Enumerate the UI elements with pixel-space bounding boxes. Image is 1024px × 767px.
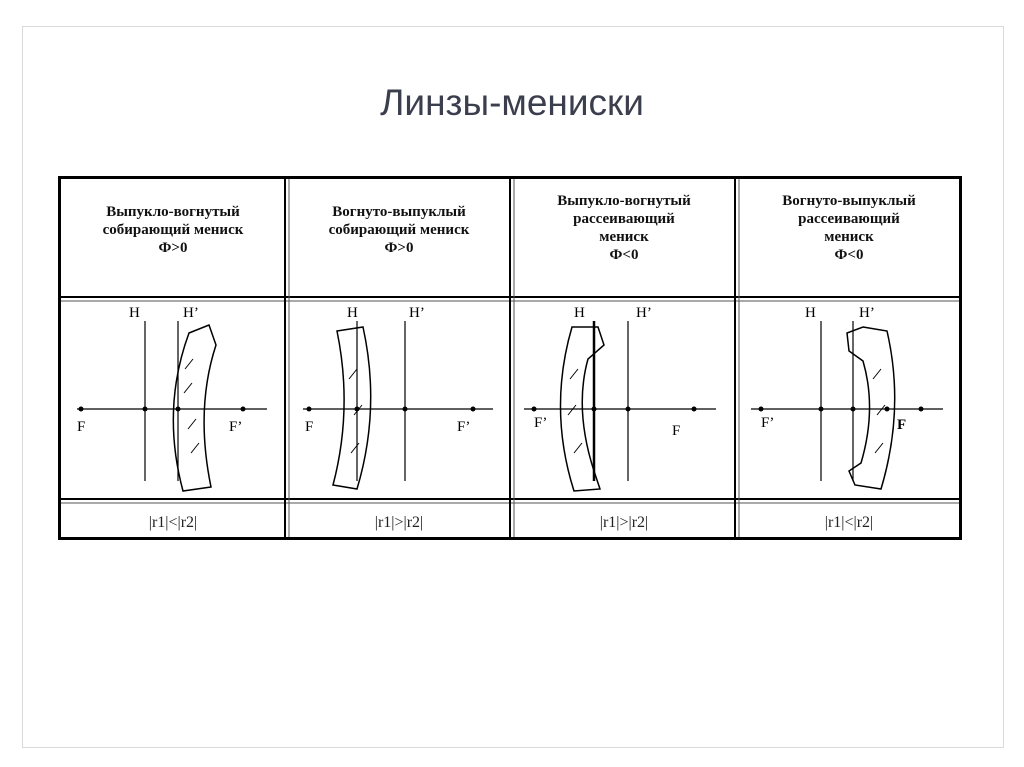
label-f: F [672,423,681,439]
header-convex-concave-converging: Выпукло-вогнутый собирающий мениск Ф>0 [102,204,244,256]
diagram-convex-concave-diverging [512,303,736,499]
label-h: H [347,305,358,321]
label-f: F [77,419,86,435]
diagram-convex-concave-converging [61,303,285,499]
diagram-concave-convex-converging [287,303,511,499]
label-h-prime: H’ [409,305,425,321]
diagram-concave-convex-diverging [737,303,959,499]
label-h: H [805,305,816,321]
formula-radius-relation: |r1|>|r2| [599,514,649,531]
label-h-prime: H’ [183,305,199,321]
label-f-prime: F’ [229,419,243,435]
header-concave-convex-converging: Вогнуто-выпуклый собирающий мениск Ф>0 [328,204,470,256]
formula-radius-relation: |r1|<|r2| [824,514,874,531]
label-h: H [574,305,585,321]
meniscus-lens-table [58,176,962,540]
label-f-prime: F’ [761,415,775,431]
slide-title: Линзы-мениски [380,82,644,123]
header-convex-concave-diverging: Выпукло-вогнутый рассеивающий мениск Ф<0 [557,193,691,263]
formula-radius-relation: |r1|<|r2| [148,514,198,531]
label-f: F [897,417,907,433]
label-f-prime: F’ [534,415,548,431]
formula-radius-relation: |r1|>|r2| [374,514,424,531]
label-h: H [129,305,140,321]
label-h-prime: H’ [859,305,875,321]
label-f: F [305,419,314,435]
header-concave-convex-diverging: Вогнуто-выпуклый рассеивающий мениск Ф<0 [782,193,916,263]
label-h-prime: H’ [636,305,652,321]
label-f-prime: F’ [457,419,471,435]
